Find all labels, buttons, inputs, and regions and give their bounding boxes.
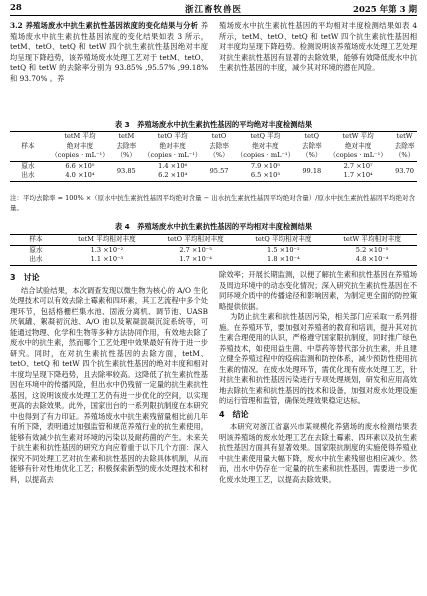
table4-r1-c2: 1.7 ×10⁻⁴: [179, 255, 212, 264]
table3-h1-l1: tetM: [118, 132, 135, 140]
table3-out-tetQ: 6.5 ×10³: [250, 171, 280, 180]
table4-r0-c4: 5.2 ×10⁻⁵: [355, 245, 389, 254]
discussion-paragraph-1: 结合试验结果，本次调查发现以微生物为核心的 A/O 生化处理技术可以有效去除土霉素和四环素，其工艺流程中多个处理环节，包括格栅栏集水池、固液分离机、调节池、UASB 厌氧罐、絮凝初沉池、A/O 池以及絮凝混凝沉淀系统等，可能通过物理、化学和生物等多种方法协同作用，有效地去除了废水中的抗生素，然而哪个工艺处理中效果最好有待于进一步研究。同时，在对抗生素抗性基因的去除方面，tetM、tetO、tetQ 和 tetW 四个抗生素抗性基因的绝对丰度和相对丰度均呈现下降趋势，且去除率较高。这降低了抗生素抗性基因在环境中的传播风险，但出水中仍残留一定量的抗生素抗性基因，这说明该废水处理工艺仍有进一步优化的空间，以实现更高的去除效果。此外，国家出台的一系列限抗制度在本研究中也得到了有力印证。养殖场废水中抗生素残留量相比前几年有所下降，表明通过加强监管和规范养殖行业的抗生素使用，能够有效减少抗生素对环境的污染以及耐药菌的产生。未来关于抗生素和抗性基因的研究方向应着重于以下几个方面：深入探究不同处理工艺对抗生素和抗性基因的去除具体机制，从而能够有针对性地优化工艺；积极探索新型的废水处理技术和材料，以提高去: [10, 285, 208, 484]
table3-h7-l3: （%）: [394, 151, 415, 160]
table3-h2-l2: 绝对丰度: [159, 141, 186, 150]
table3-note: 注：平均去除率 = 100% ×（原水中抗生素抗性基因平均绝对含量 − 出水抗生素抗性基因平均绝对含量）/原水中抗生素抗性基因平均绝对含量。: [10, 194, 415, 212]
conclusion-heading: 4 结论: [219, 409, 249, 419]
table3-h4-l3: （copies · mL⁻¹）: [236, 151, 295, 160]
section-3-2-continued: 殖场废水中抗生素抗性基因的平均相对丰度检测结果如表 4 所示，tetM、tetO、tetQ 和 tetW 四个抗生素抗性基因相对丰度均呈现下降趋势。检测说明该养殖场废水处理工艺处理对抗生素抗性基因有显著的去除效果，能够有效降低废水中抗生素抗性基因的丰度，减少其对环境的潜在风险。: [219, 21, 417, 72]
table3-raw-tetM: 6.6 ×10⁵: [65, 161, 95, 170]
page-header: [10, 3, 417, 16]
table4-r1-c0: 出水: [29, 255, 43, 264]
table3-removal-tetO: 95.57: [209, 166, 229, 175]
table4-h3: tetQ 平均相对丰度: [255, 235, 312, 243]
discussion-column: [10, 270, 208, 485]
table3-h2-l1: tetO 平均: [157, 132, 188, 140]
table4-r1-c1: 1.1 ×10⁻³: [90, 255, 124, 264]
right-bottom-column: [219, 270, 417, 485]
table4-r0-c2: 2.7 ×10⁻³: [179, 245, 212, 254]
table3-h3-l3: （%）: [209, 151, 229, 160]
discussion-paragraph-2: 为防止抗生素和抗性基因污染，相关部门应采取一系列措施。在养殖环节，要加强对养殖者的教育和培训，提升其对抗生素合理使用的认识，严格遵守国家限抗制度，同时推广绿色养殖技术，如使用益生菌、中草药等替代部分抗生素，并且建立健全养殖过程中的疫病监测和防控体系，减少预防性使用抗生素的情况。在废水处理环节，需优化现有废水处理工艺，针对抗生素和抗性基因污染进行专项处理规划，研发和应用高效地去除抗生素和抗性基因的技术和设备，加强对废水处理设施的运行管理和监管，确保处理效果稳定达标。: [219, 312, 417, 405]
table3-row-raw-label: 原水: [21, 161, 35, 170]
table3-removal-tetQ: 99.18: [302, 166, 322, 175]
table3-h5-l1: tetQ: [304, 132, 320, 140]
table3-h1-l2: 去除率: [116, 141, 137, 150]
table3: [10, 131, 417, 182]
table4-h4: tetW 平均相对丰度: [343, 235, 401, 243]
section-3-2-body: 养殖场废水中抗生素抗性基因浓度的变化结果如表 3 所示，tetM、tetO、tetQ 和 tetW 四个抗生素抗性基因绝对丰度均呈现下降趋势，该养殖场废水处理工艺对于 tetM、tetO、tetQ 和 tetW 的去除率分别为 93.85% ,95.57% ,99.18% 和 93.70% 。养: [10, 21, 209, 83]
table3-h0-l3: （copies · mL⁻¹）: [51, 151, 109, 160]
discussion-heading: 3 讨论: [10, 273, 40, 282]
table3-removal-tetM: 93.85: [116, 166, 136, 175]
table3-h6-l3: （copies · mL⁻¹）: [329, 151, 387, 160]
table3-h3-l1: tetO: [211, 132, 227, 140]
journal-title: 浙江畜牧兽医: [184, 5, 242, 15]
table3-h5-l3: （%）: [302, 151, 322, 160]
table3-raw-tetW: 2.7 ×10⁷: [343, 161, 373, 170]
table3-raw-tetO: 1.4 ×10⁶: [158, 161, 188, 170]
table3-h2-l3: （copies · mL⁻¹）: [143, 151, 202, 160]
table4-r1-c3: 1.8 ×10⁻⁴: [267, 255, 300, 264]
table4-r0-c3: 1.5 ×10⁻²: [267, 245, 300, 254]
table3-h7-l2: 去除率: [394, 141, 415, 150]
table3-out-tetW: 1.7 ×10⁴: [343, 171, 373, 180]
discussion-paragraph-1-cont: 除效率；开展长期监测，以便了解抗生素和抗性基因在养殖场及周边环境中的动态变化情况；深入研究抗生素抗性基因在不同环境介质中的传播途径和影响因素，为制定更全面的防控策略提供依据。: [219, 270, 417, 311]
table3-removal-tetW: 93.70: [395, 166, 414, 175]
conclusion-paragraph: 本研究对浙江省嘉兴市某规模化养猪场的废水检测结果表明该养殖场的废水处理工艺在去除土霉素、四环素以及抗生素抗性基因方面具有显著效果。国家限抗制度的实施使得养殖业中抗生素使用量大幅下降，废水中抗生素残留也相应减少。然而，出水中仍存在一定量的抗生素和抗性基因，需要进一步优化废水处理工艺，以提高去除效果。: [219, 422, 417, 484]
table3-h6-l1: tetW 平均: [342, 132, 374, 140]
table4-r1-c4: 4.8 ×10⁻⁴: [355, 255, 389, 264]
table3-out-tetO: 6.2 ×10⁴: [158, 171, 188, 180]
table4-h2: tetO 平均相对丰度: [167, 235, 224, 243]
table3-h7-l1: tetW: [396, 132, 413, 140]
section-3-2-right: [219, 21, 417, 74]
table4-h1: tetM 平均相对丰度: [78, 235, 136, 243]
table4-r0-c1: 1.3 ×10⁻²: [90, 245, 124, 254]
table3-row-out-label: 出水: [21, 171, 35, 180]
section-3-2-heading: 3.2 养殖场废水中抗生素抗性基因浓度的变化结果与分析: [10, 21, 199, 30]
table4-h0: 样本: [29, 235, 43, 243]
table3-h3-l2: 去除率: [209, 141, 229, 150]
table3-out-tetM: 4.0 ×10⁴: [65, 171, 95, 180]
table3-h4-l1: tetQ 平均: [250, 132, 281, 140]
table4: [10, 234, 417, 266]
table3-raw-tetQ: 7.9 ×10⁵: [250, 161, 280, 170]
table4-caption: 表 4 养殖场废水中抗生素抗性基因的平均相对丰度检测结果: [114, 222, 313, 231]
table3-h0-l1: tetM 平均: [64, 132, 96, 140]
table3-caption: 表 3 养殖场废水中抗生素抗性基因的平均绝对丰度检测结果: [114, 120, 313, 129]
table3-h5-l2: 去除率: [301, 141, 322, 150]
section-3-2-left: [10, 21, 208, 84]
issue-label: 2025 年第 3 期: [353, 5, 417, 15]
table4-r0-c0: 原水: [29, 245, 43, 254]
table3-h1-l3: （%）: [116, 151, 137, 160]
section-3-2-text: [10, 21, 208, 84]
table3-h6-l2: 绝对丰度: [344, 141, 372, 150]
table3-h4-l2: 绝对丰度: [252, 141, 279, 150]
table3-sample-header: 样本: [21, 141, 35, 150]
page-number: 28: [10, 3, 22, 13]
table3-h0-l2: 绝对丰度: [66, 141, 94, 150]
